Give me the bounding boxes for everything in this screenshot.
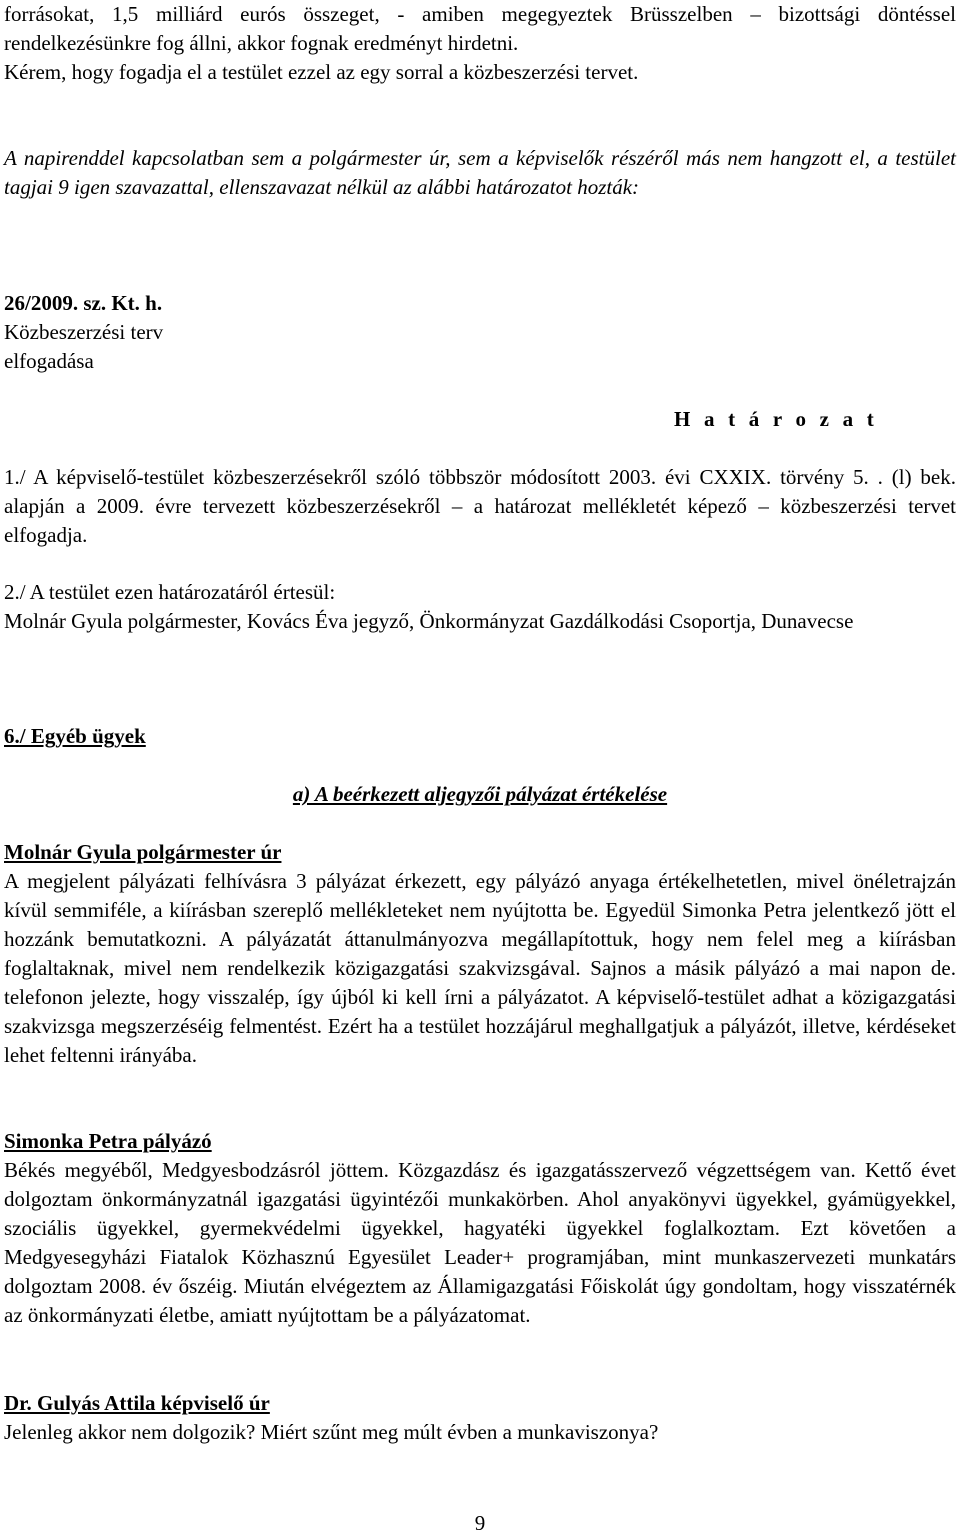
speaker-2-name: Simonka Petra pályázó bbox=[4, 1129, 212, 1153]
resolution-number: 26/2009. sz. Kt. h. bbox=[4, 291, 163, 315]
speaker-3-name: Dr. Gulyás Attila képviselő úr bbox=[4, 1391, 270, 1415]
resolution-heading: H a t á r o z a t bbox=[674, 407, 878, 431]
section-heading: 6./ Egyéb ügyek bbox=[4, 724, 146, 748]
resolution-subject-line1: Közbeszerzési terv bbox=[4, 320, 164, 344]
resolution-subject-line2: elfogadása bbox=[4, 349, 94, 373]
subsection-heading: a) A beérkezett aljegyzői pályázat értékelése bbox=[292, 782, 668, 806]
paragraph-vote: A napirenddel kapcsolatban sem a polgármester úr, sem a képviselők részéről más nem hangzott el, a testület tagjai 9 igen szavazattal, ellenszavazat nélkül az alábbi határozatot hozták: bbox=[4, 146, 956, 199]
paragraph-intro: forrásokat, 1,5 milliárd eurós összeget, - amiben megegyeztek Brüsszelben – bizottsági döntéssel rendelkezésünkre fog állni, akkor fognak eredményt hirdetni. bbox=[4, 2, 956, 55]
paragraph-request: Kérem, hogy fogadja el a testület ezzel az egy sorral a közbeszerzési tervet. bbox=[4, 60, 639, 84]
resolution-point-1: 1./ A képviselő-testület közbeszerzésekről szóló többször módosított 2003. évi CXXIX. törvény 5. . (l) bek. alapján a 2009. évre tervezett közbeszerzésekről – a határozat mellékletét képező – közbeszerzési tervet elfogadja. bbox=[4, 465, 956, 547]
resolution-recipients: Molnár Gyula polgármester, Kovács Éva jegyző, Önkormányzat Gazdálkodási Csoportja, Dunavecse bbox=[4, 609, 854, 633]
resolution-point-2: 2./ A testület ezen határozatáról értesül: bbox=[4, 580, 336, 604]
page-number: 9 bbox=[474, 1511, 486, 1535]
speaker-2-text: Békés megyéből, Medgyesbodzásról jöttem. Közgazdász és igazgatásszervező végzettségem van. Kettő évet dolgoztam önkormányzatnál igazgatási ügyintézői munkakörben. Ahol anyakönyvi ügyekkel, gyámügyekkel, szociális ügyekkel, gyermekvédelmi ügyekkel, hagyatéki ügyekkel foglalkoztam. Ezt követően a Medgyesegyházi Fiatalok Közhasznú Egyesület Leader+ programjában, mint munkaszervezeti munkatárs dolgoztam 2008. év őszéig. Miután elvégeztem az Államigazgatási Főiskolát úgy gondoltam, hogy visszatérnék az önkormányzati életbe, amiatt nyújtottam be a pályázatomat. bbox=[4, 1158, 956, 1327]
speaker-1-name: Molnár Gyula polgármester úr bbox=[4, 840, 282, 864]
speaker-3-text: Jelenleg akkor nem dolgozik? Miért szűnt meg múlt évben a munkaviszonya? bbox=[4, 1420, 659, 1444]
speaker-1-text: A megjelent pályázati felhívásra 3 pályázat érkezett, egy pályázó anyaga értékelhetetlen, mivel önéletrajzán kívül semmiféle, a kiírásban szereplő mellékleteket nem nyújtotta be. Egyedül Simonka Petra jelentkező jött el hozzánk bemutatkozni. A pályázatát áttanulmányozva megállapítottuk, hogy nem felel meg a kiírásban foglaltaknak, mivel nem rendelkezik közigazgatási szakvizsgával. Sajnos a másik pályázó a mai napon de. telefonon jelezte, hogy visszalép, így újból ki kell írni a pályázatot. A képviselő-testület adhat a közigazgatási szakvizsga megszerzéséig felmentést. Ezért ha a testület hozzájárul meghallgatjuk a pályázót, illetve, kérdéseket lehet feltenni irányába. bbox=[4, 869, 956, 1067]
subsection-heading-wrap bbox=[4, 780, 956, 809]
